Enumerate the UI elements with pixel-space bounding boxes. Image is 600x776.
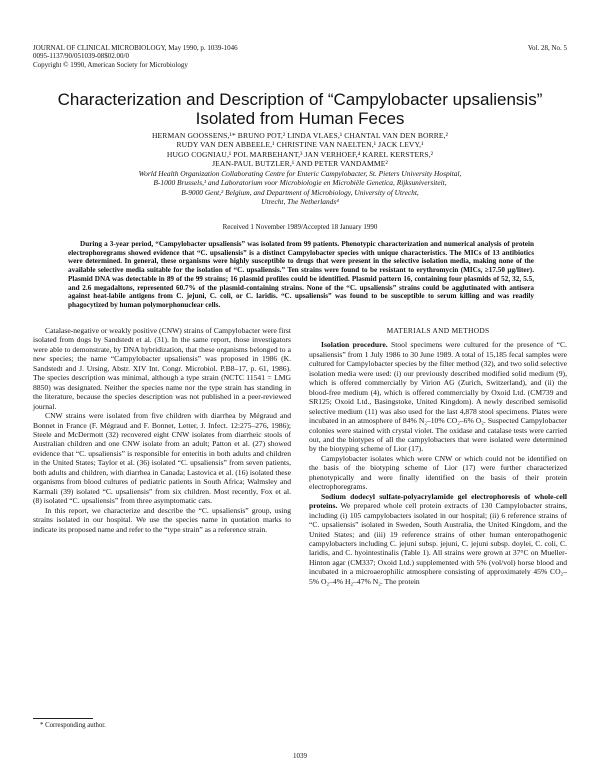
body-paragraph: CNW strains were isolated from five children with diarrhea by Mégraud and Bonnet in France (F. Mégraud and F. Bonnet, Letter, J. Infect. 12:275–276, 1986); Steele and McDermott (32) recovered eight CNW isolates from diarrheic stools of Australian children and one CNW isolate from an adult; Patton et al. (27) showed evidence that “C. upsaliensis” is responsible for enteritis in both adults and children in the United States; Taylor et al. (36) isolated “C. upsaliensis” from seven patients, both adults and children, with diarrhea in Canada; Lastovica et al. (16) isolated these organisms from blood cultures of pediatric patients in South Africa; Walmsley and Karmali (39) isolated “C. upsaliensis” from six children. Most recently, Fox et al. (8) isolated “C. upsaliensis” from three asymptomatic cats. <box>33 411 291 506</box>
affiliations <box>60 169 540 206</box>
title-line-1: Characterization and Description of “Campylobacter upsaliensis” <box>57 90 543 109</box>
body-paragraph: Campylobacter isolates which were CNW or which could not be identified on the basis of the biotyping scheme of Lior (17) were further characterized phenotypically and were finally identified on the basis of their protein electrophoregrams. <box>309 453 567 492</box>
journal-header <box>33 44 353 69</box>
footnote-divider <box>33 718 93 719</box>
journal-citation: JOURNAL OF CLINICAL MICROBIOLOGY, May 1990, p. 1039-1046 <box>33 44 238 52</box>
paragraph-lead: Sodium dodecyl sulfate-polyacrylamide gel electrophoresis of whole-cell proteins. <box>309 491 567 511</box>
right-column <box>309 326 567 586</box>
body-paragraph: In this report, we characterize and describe the “C. upsaliensis” group, using strains isolated in our hospital. We use the species name in quotation marks to indicate its proposed name and refer to the “type strain” as a reference strain. <box>33 505 291 534</box>
left-column <box>33 326 291 534</box>
section-heading: MATERIALS AND METHODS <box>386 326 490 335</box>
author-line: JEAN-PAUL BUTZLER,¹ AND PETER VANDAMME² <box>212 159 388 169</box>
article-title <box>40 90 560 128</box>
body-paragraph <box>309 340 567 453</box>
paragraph-lead: Isolation procedure. <box>321 340 388 350</box>
journal-volume: Vol. 28, No. 5 <box>527 44 567 52</box>
author-line: HERMAN GOOSSENS,¹* BRUNO POT,² LINDA VLAES,¹ CHANTAL VAN DEN BORRE,² <box>151 131 449 140</box>
journal-copyright: Copyright © 1990, American Society for Microbiology <box>33 60 188 69</box>
paragraph-text: Stool specimens were cultured for the presence of “C. upsaliensis” from 1 July 1986 to 30 June 1989. A total of 15,185 fecal samples were cultured for Campylobacter species by the filter method (32), and two solid selective isolation media were used: (i) our previously described modified solid medium (9), which is offered commercially by Virion AG (Zurich, Switzerland), and (ii) the blood-free medium (4), which is offered commercially by Oxoid Ltd. (CM739 and SR125; Oxoid Ltd., Basingstoke, United Kingdom). A newly described semisolid selective medium (11) was also used for the last 4,878 stool specimens. Plates were incubated in an atmosphere of 84% N₂–10% CO₂–6% O₂. Suspected Campylobacter colonies were stained with crystal violet. The oxidase and catalase tests were carried out, and the biotypes of all the campylobacters that were isolated were determined by the biotyping scheme of Lior (17). <box>309 340 567 454</box>
body-paragraph: Catalase-negative or weakly positive (CNW) strains of Campylobacter were first isolated from dogs by Sandstedt et al. (31). In the same report, those investigators were able to demonstrate, by DNA hybridization, that these organisms belonged to a new species; the name “Campylobacter upsaliensis” was proposed in 1986 (K. Sandstedt and J. Ursing, Abstr. XIV Int. Congr. Microbiol. P.B8–17, p. 61, 1986). The species description was minimal, although a type strain (NCTC 11541 = LMG 8850) was designated. Neither the species name nor the type strain has standing in the literature, because the species description was not published in a peer-reviewed journal. <box>33 326 291 411</box>
author-line: RUDY VAN DEN ABBEELE,¹ CHRISTINE VAN NAELTEN,¹ JACK LEVY,¹ <box>176 140 424 150</box>
affiliation-line: Utrecht, The Netherlands⁴ <box>261 196 339 206</box>
body-paragraph <box>309 492 567 587</box>
affiliation-line: World Health Organization Collaborating Centre for Enteric Campylobacter, St. Pieters University Hospital, <box>138 169 462 178</box>
footnote: * Corresponding author. <box>40 722 106 729</box>
received-date: Received 1 November 1989/Accepted 18 January 1990 <box>222 223 378 231</box>
author-list <box>40 131 560 169</box>
journal-code: 0095-1137/90/051039-08$02.00/0 <box>33 52 129 61</box>
paragraph-text: We prepared whole cell protein extracts of 130 Campylobacter strains, including (i) 105 campylobacters isolated in our hospital; (ii) 6 reference strains of “C. upsaliensis” isolated in Sweden, South Australia, the United Kingdom, and the United States; and (iii) 19 reference strains of other human enteropathogenic campylobacters including C. jejuni subsp. jejuni, C. jejuni subsp. doylei, C. coli, C. laridis, and C. hyointestinalis (Table 1). All strains were grown at 37°C on Mueller-Hinton agar (CM337; Oxoid Ltd.) supplemented with 5% (vol/vol) horse blood and incubated in a microaerophilic atmosphere consisting of approximately 45% CO₂–5% O₂–4% H₂–47% N₂. The protein <box>309 501 567 586</box>
author-line: HUGO COGNIAU,¹ POL MARBEHANT,³ JAN VERHOEF,⁴ KAREL KERSTERS,² <box>166 149 434 159</box>
affiliation-line: B-1000 Brussels,¹ and Laboratorium voor Microbiologie en Microbiële Genetica, Rijksuniversiteit, <box>153 178 447 188</box>
affiliation-line: B-9000 Gent,² Belgium, and Department of Microbiology, University of Utrecht, <box>181 187 419 197</box>
abstract: During a 3-year period, “Campylobacter upsaliensis” was isolated from 99 patients. Phenotypic characterization and numerical analysis of protein electrophoregrams showed evidence that “C. upsaliensis” is a distinct Campylobacter species with unique characteristics. The MICs of 13 antibiotics were determined. In general, these organisms were highly susceptible to drugs that were present in the selective isolation media, making none of the available selective media suitable for the isolation of “C. upsaliensis.” Ten strains were found to be resistant to erythromycin (MICs, ≥17.50 μg/liter). Plasmid DNA was detectable in 89 of the 99 strains; 16 plasmid profiles could be identified. Plasmid pattern 16, containing four plasmids of 52, 32, 5.5, and 2.6 megadaltons, represented 60.7% of the plasmid-containing strains. None of the “C. upsaliensis” strains could be agglutinated with antisera against heat-labile antigens from C. jejuni, C. coli, or C. laridis. “C. upsaliensis” was found to be susceptible to serum killing and was readily phagocytized by human polymorphonuclear cells. <box>68 240 534 309</box>
title-line-2: Isolated from Human Feces <box>195 109 405 128</box>
page-number: 1039 <box>293 752 307 760</box>
